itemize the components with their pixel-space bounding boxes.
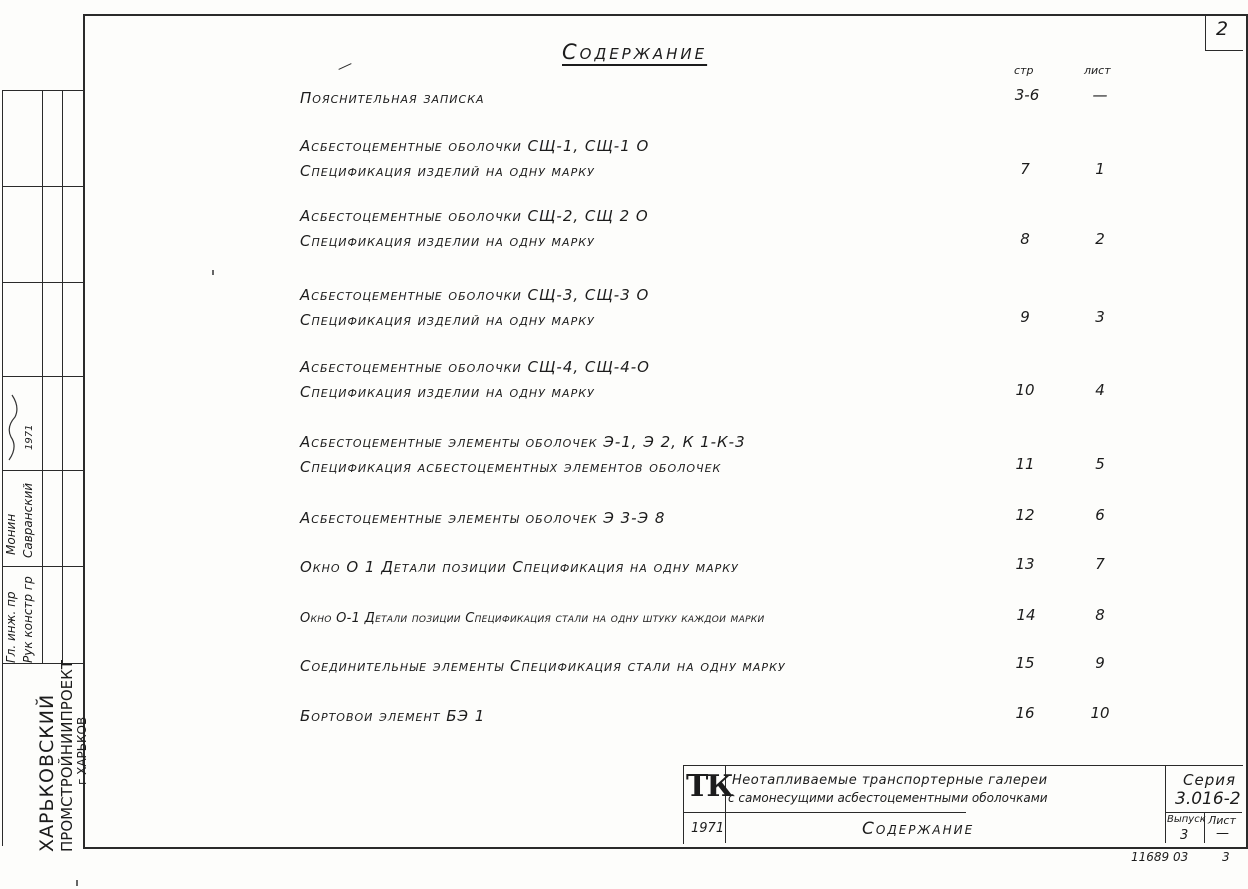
entry-page: 11 bbox=[1015, 455, 1035, 473]
side-name-2: Савранский bbox=[21, 482, 35, 558]
entry-text: Асбестоцементные оболочки СЩ-4, СЩ-4-О bbox=[300, 358, 650, 376]
entry-sheet: 6 bbox=[1095, 506, 1105, 524]
entry-sheet: — bbox=[1092, 86, 1108, 104]
column-header-sheet: лист bbox=[1084, 64, 1111, 77]
side-role-2: Рук констр гр bbox=[21, 576, 35, 663]
entry-sheet: 2 bbox=[1095, 230, 1105, 248]
side-name-1: Монин bbox=[4, 513, 18, 555]
side-strip-row bbox=[2, 470, 83, 471]
entry-page: 14 bbox=[1016, 606, 1036, 624]
entry-page: 12 bbox=[1015, 506, 1035, 524]
signature-mark bbox=[6, 392, 20, 462]
entry-text: Асбестоцементные элементы оболочек Э 3-Э 8 bbox=[300, 509, 666, 527]
stray-mark bbox=[76, 880, 78, 886]
contents-entry bbox=[300, 430, 746, 480]
stamp-sheet-value: — bbox=[1216, 826, 1229, 841]
stamp-series-value: 3.016-2 bbox=[1175, 789, 1241, 809]
entry-text: Спецификация изделий на одну марку bbox=[300, 311, 595, 329]
side-org-line1: ХАРЬКОВСКИЙ bbox=[36, 693, 58, 852]
contents-entry bbox=[300, 283, 649, 333]
entry-sheet: 7 bbox=[1095, 555, 1105, 573]
entry-page: 13 bbox=[1015, 555, 1035, 573]
stamp-sheet-title: Содержание bbox=[862, 819, 975, 839]
entry-text: Спецификация изделии на одну марку bbox=[300, 383, 595, 401]
stray-mark bbox=[212, 270, 214, 275]
entry-page: 3-6 bbox=[1014, 86, 1040, 104]
side-org-line2: ПРОМСТРОЙНИИПРОЕКТ bbox=[58, 660, 76, 852]
entry-text: Спецификация асбестоцементных элементов оболочек bbox=[300, 458, 722, 476]
stamp-description-line2: с самонесущими асбестоцементными оболочками bbox=[728, 791, 1048, 805]
contents-entry bbox=[300, 86, 485, 111]
entry-text: Асбестоцементные оболочки СЩ-1, СЩ-1 О bbox=[300, 137, 650, 155]
entry-sheet: 10 bbox=[1090, 704, 1110, 722]
entry-page: 8 bbox=[1020, 230, 1030, 248]
entry-text: Пояснительная записка bbox=[300, 89, 485, 107]
stamp-sheet-label: Лист bbox=[1208, 814, 1236, 827]
entry-sheet: 5 bbox=[1095, 455, 1105, 473]
side-org-line3: г ХАРЬКОВ bbox=[75, 716, 89, 785]
entry-sheet: 3 bbox=[1095, 308, 1105, 326]
stamp-year: 1971 bbox=[691, 821, 725, 836]
contents-entry bbox=[300, 704, 485, 729]
entry-page: 16 bbox=[1015, 704, 1035, 722]
contents-entry bbox=[300, 204, 649, 254]
entry-text: Окно О 1 Детали позиции Спецификация на одну марку bbox=[300, 558, 739, 576]
sheet-number: 2 bbox=[1216, 18, 1229, 40]
side-role-1: Гл. инж. пр bbox=[4, 591, 18, 663]
entry-text: Асбестоцементные оболочки СЩ-2, СЩ 2 О bbox=[300, 207, 649, 225]
entry-sheet: 8 bbox=[1095, 606, 1105, 624]
contents-entry bbox=[300, 355, 650, 405]
contents-entry bbox=[300, 654, 786, 679]
contents-entry bbox=[300, 134, 649, 184]
contents-entry bbox=[300, 606, 765, 631]
entry-text: Соединительные элементы Спецификация стали на одну марку bbox=[300, 657, 786, 675]
side-date: 1971 bbox=[24, 424, 35, 450]
column-header-page: стр bbox=[1014, 64, 1034, 77]
entry-page: 7 bbox=[1020, 160, 1030, 178]
contents-entry bbox=[300, 506, 665, 531]
entry-page: 15 bbox=[1015, 654, 1035, 672]
entry-text: Окно О-1 Детали позиции Спецификация стали на одну штуку каждои марки bbox=[300, 611, 765, 626]
page-title: Содержание bbox=[562, 40, 708, 64]
entry-text: Спецификация изделий на одну марку bbox=[300, 162, 595, 180]
stamp-issue-label: Выпуск bbox=[1167, 814, 1206, 825]
entry-page: 9 bbox=[1020, 308, 1030, 326]
contents-entry bbox=[300, 555, 739, 580]
side-strip-row bbox=[2, 566, 83, 567]
tk-logo: ТК bbox=[686, 769, 732, 804]
archive-number: 11689 03 bbox=[1131, 850, 1189, 864]
stamp-issue-value: 3 bbox=[1180, 828, 1189, 843]
entry-text: Бортовои элемент БЭ 1 bbox=[300, 707, 486, 725]
side-strip-row bbox=[2, 186, 83, 187]
side-strip-row bbox=[2, 282, 83, 283]
title-block-col-divider bbox=[1165, 765, 1166, 843]
entry-sheet: 4 bbox=[1095, 381, 1105, 399]
entry-sheet: 1 bbox=[1095, 160, 1105, 178]
side-strip-row bbox=[2, 376, 83, 377]
entry-page: 10 bbox=[1015, 381, 1035, 399]
entry-text: Спецификация изделии на одну марку bbox=[300, 232, 595, 250]
entry-text: Асбестоцементные оболочки СЩ-3, СЩ-3 О bbox=[300, 286, 650, 304]
entry-text: Асбестоцементные элементы оболочек Э-1, Э 2, К 1-К-3 bbox=[300, 433, 746, 451]
entry-sheet: 9 bbox=[1095, 654, 1105, 672]
stamp-description-line1: Неотапливаемые транспортерные галереи bbox=[732, 773, 1048, 788]
archive-page: 3 bbox=[1222, 850, 1230, 864]
stamp-series-label: Серия bbox=[1183, 771, 1236, 789]
